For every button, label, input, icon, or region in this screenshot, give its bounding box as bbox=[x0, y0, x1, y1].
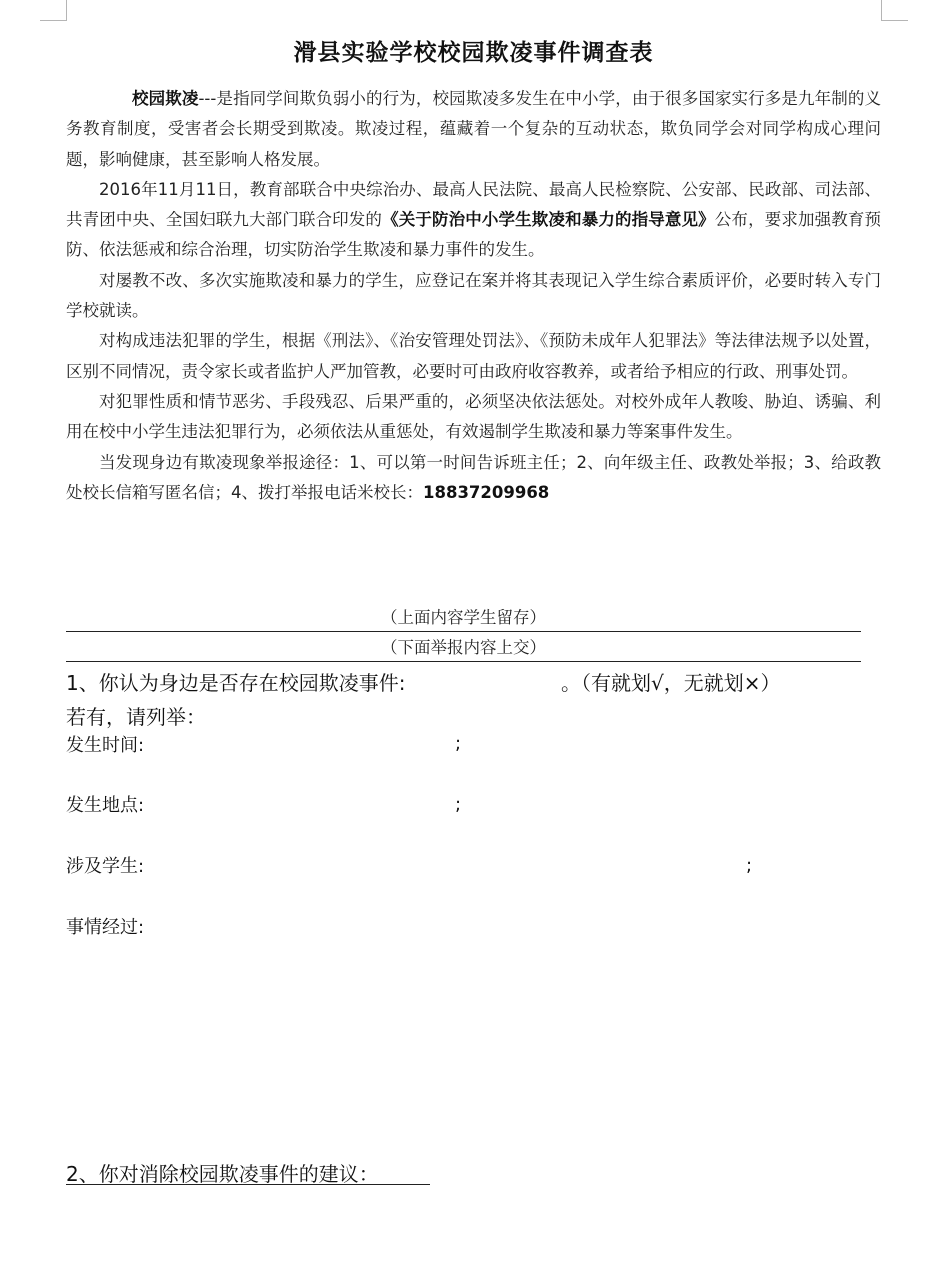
question-1-label: 1、你认为身边是否存在校园欺凌事件: bbox=[66, 671, 406, 695]
caption-submit: （下面举报内容上交） bbox=[66, 637, 861, 662]
policy-document-name: 《关于防治中小学生欺凌和暴力的指导意见》 bbox=[382, 210, 715, 230]
page-corner-mark-top-right bbox=[881, 0, 908, 21]
intro-paragraph-policy bbox=[66, 175, 881, 266]
intro-text bbox=[66, 84, 881, 508]
intro-paragraph-definition bbox=[66, 84, 881, 175]
intro-paragraph-repeat-offenders: 对屡教不改、多次实施欺凌和暴力的学生，应登记在案并将其表现记入学生综合素质评价，必要时转入专门学校就读。 bbox=[66, 270, 881, 321]
policy-text-post: 公布，要求加强教育预防、依法惩戒和综合治理，切实防治学生欺凌和暴力事件的发生。 bbox=[66, 210, 882, 260]
term-bullying: 校园欺凌 bbox=[132, 89, 199, 108]
definition-text: ---是指同学间欺负弱小的行为，校园欺凌多发生在中小学，由于很多国家实行多是九年制的义务教育制度，受害者会长期受到欺凌。欺凌过程，蕴藏着一个复杂的互动状态，欺负同学会对同学构成心理问题，影响健康，甚至影响人格发展。 bbox=[66, 89, 881, 169]
occurrence-time-label: 发生时间: bbox=[66, 735, 145, 756]
policy-text-pre: 2016年11月11日，教育部联合中央综治办、最高人民法院、最高人民检察院、公安部、民政部、司法部、共青团中央、全国妇联九大部门联合印发的 bbox=[66, 179, 881, 230]
intro-paragraph-legal: 对构成违法犯罪的学生，根据《刑法》、《治安管理处罚法》、《预防未成年人犯罪法》等法律法规予以处置，区别不同情况，责令家长或者监护人严加管教，必要时可由政府收容教养，或者给予相应的行政、刑事处罚。 bbox=[66, 331, 881, 381]
incident-process-label: 事情经过: bbox=[66, 917, 145, 938]
intro-paragraph-report-channels bbox=[66, 448, 881, 509]
intro-paragraph-punishment: 对犯罪性质和情节恶劣、手段残忍、后果严重的，必须坚决依法惩处。对校外成年人教唆、胁迫、诱骗、利用在校中小学生违法犯罪行为，必须依法从重惩处，有效遏制学生欺凌和暴力等案事件发生。 bbox=[66, 391, 881, 442]
students-involved-semicolon: ; bbox=[746, 855, 753, 876]
report-channels-text: 当发现身边有欺凌现象举报途径：1、可以第一时间告诉班主任；2、向年级主任、政教处举报；3、给政教处校长信箱写匿名信；4、拨打举报电话米校长： bbox=[66, 452, 881, 502]
occurrence-time-semicolon: ; bbox=[455, 733, 462, 754]
document-title: 滑县实验学校校园欺凌事件调查表 bbox=[293, 40, 654, 66]
if-any-prompt: 若有，请列举： bbox=[66, 705, 206, 729]
page-corner-mark-top-left bbox=[40, 0, 67, 21]
students-involved-label: 涉及学生: bbox=[66, 856, 145, 877]
report-phone-number: 18837209968 bbox=[423, 482, 550, 502]
caption-student-keep: （上面内容学生留存） bbox=[66, 607, 861, 632]
occurrence-place-label: 发生地点: bbox=[66, 795, 145, 816]
question-2-label: 2、你对消除校园欺凌事件的建议： bbox=[66, 1162, 379, 1186]
question-1-instruction: 。（有就划√，无就划×） bbox=[561, 671, 781, 695]
question-1 bbox=[66, 667, 781, 696]
occurrence-place-semicolon: ; bbox=[455, 794, 462, 815]
question-2-underline bbox=[66, 1184, 430, 1185]
